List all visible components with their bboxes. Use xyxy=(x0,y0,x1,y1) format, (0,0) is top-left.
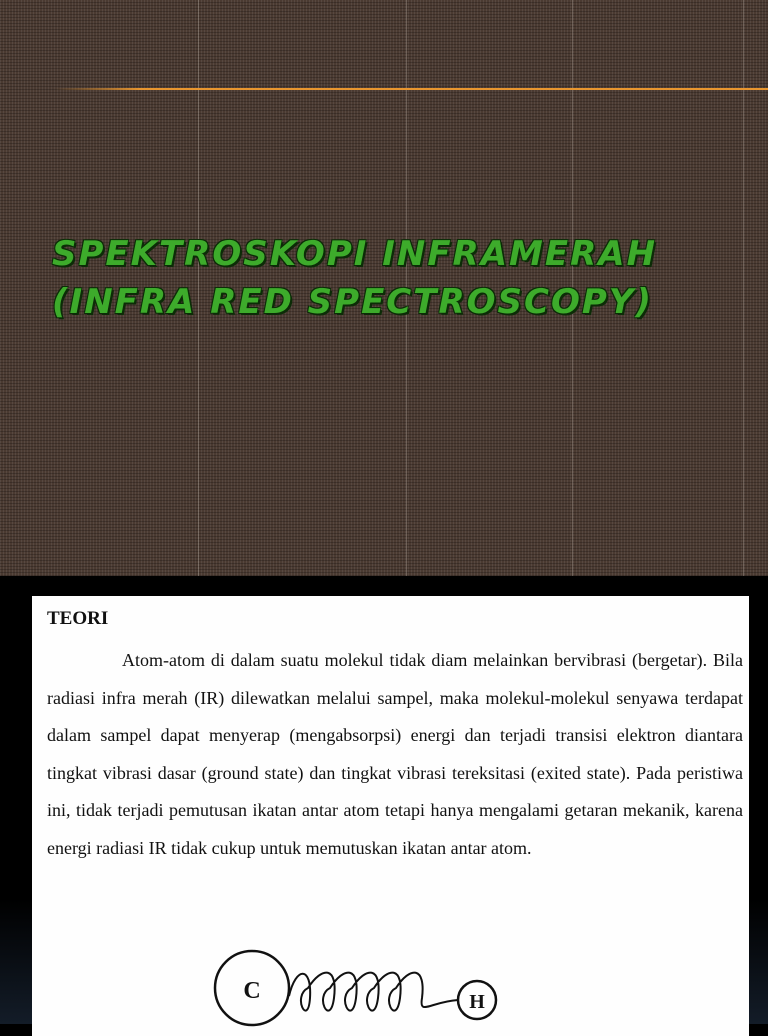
molecule-spring-diagram xyxy=(202,936,562,1036)
hydrogen-atom-label: H xyxy=(469,991,485,1013)
section-heading: TEORI xyxy=(47,608,109,629)
theory-slide xyxy=(0,576,768,1024)
carbon-atom-label: C xyxy=(243,978,261,1004)
theory-paragraph: Atom-atom di dalam suatu molekul tidak diam melainkan bervibrasi (bergetar). Bila radiasi infra merah (IR) dilewatkan melalui sampel, maka molekul-molekul senyawa terdapat dalam sampel dapat menyerap (mengabsorpsi) energi dan terjadi transisi elektron diantara tingkat vibrasi dasar (ground state) dan tingkat vibrasi tereksitasi (exited state). Pada peristiwa ini, tidak terjadi pemutusan ikatan antar atom tetapi hanya mengalami getaran mekanik, karena energi radiasi IR tidak cukup untuk memutuskan ikatan antar atom. xyxy=(47,650,743,858)
slide-title-line-2: (INFRA RED SPECTROSCOPY) xyxy=(52,282,653,322)
slide-title xyxy=(52,230,752,326)
slide-title-line-1: SPEKTROSKOPI INFRAMERAH xyxy=(52,234,658,274)
accent-rule xyxy=(55,88,768,90)
bond-spring xyxy=(289,973,458,1011)
scanned-page xyxy=(32,596,749,1036)
